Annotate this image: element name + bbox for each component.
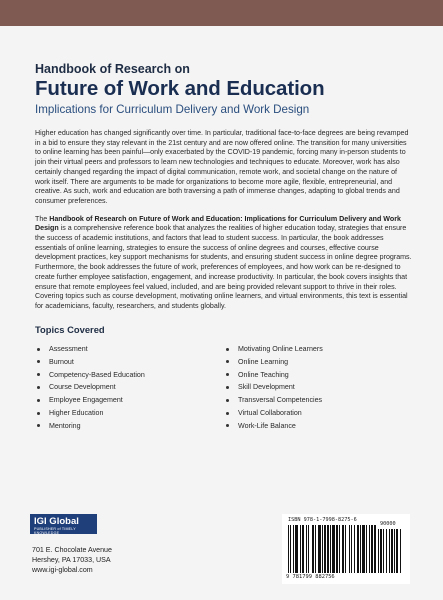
bullet-icon	[226, 348, 229, 351]
book-title: Future of Work and Education	[35, 77, 325, 100]
publisher-address	[32, 545, 112, 575]
bullet-icon	[226, 373, 229, 376]
topics-list	[35, 343, 413, 433]
topic-label: Skill Development	[238, 383, 295, 392]
bullet-icon	[226, 386, 229, 389]
list-item	[224, 355, 413, 368]
barcode-bar	[389, 529, 390, 573]
title-prefix: Handbook of Research on	[35, 62, 190, 76]
topic-label: Burnout	[49, 357, 74, 366]
barcode-bar	[383, 529, 384, 573]
publisher-website: www.igi-global.com	[32, 566, 93, 574]
barcode-bar	[327, 525, 329, 573]
barcode-bar	[366, 525, 367, 573]
barcode-bar	[306, 525, 307, 573]
topic-label: Motivating Online Learners	[238, 345, 323, 354]
cover-content	[35, 62, 413, 432]
barcode-bar	[351, 525, 352, 573]
barcode-bar	[336, 525, 338, 573]
barcode-bar	[322, 525, 323, 573]
topic-label: Course Development	[49, 383, 116, 392]
list-item	[35, 343, 224, 356]
barcode-bar	[318, 525, 321, 573]
barcode-bar	[315, 525, 316, 573]
topic-label: Online Learning	[238, 357, 289, 366]
barcode-bar	[394, 529, 395, 573]
list-item	[35, 394, 224, 407]
barcode-bar	[369, 525, 370, 573]
bullet-icon	[37, 348, 40, 351]
barcode-bar	[312, 525, 314, 573]
barcode-bar	[332, 525, 335, 573]
price-code: 90000	[380, 521, 396, 527]
topic-label: Transversal Competencies	[238, 396, 323, 405]
topic-label: Virtual Collaboration	[238, 409, 302, 418]
logo-tagline: PUBLISHER of TIMELY KNOWLEDGE	[34, 527, 76, 535]
barcode-bar	[391, 529, 393, 573]
barcode-bar	[362, 525, 365, 573]
list-item	[35, 407, 224, 420]
list-item	[224, 419, 413, 432]
barcode-bar	[374, 525, 376, 573]
barcode-bar	[295, 525, 298, 573]
list-item	[35, 381, 224, 394]
list-item	[224, 381, 413, 394]
list-item	[224, 394, 413, 407]
barcode-bar	[302, 525, 304, 573]
barcode-bar	[400, 529, 401, 573]
list-item	[224, 407, 413, 420]
list-item	[224, 343, 413, 356]
barcode-bar	[293, 525, 294, 573]
bullet-icon	[226, 360, 229, 363]
barcode-bar	[324, 525, 326, 573]
para2-lead: The	[35, 214, 50, 223]
isbn-barcode	[282, 514, 410, 584]
barcode-bar	[300, 525, 301, 573]
book-subtitle: Implications for Curriculum Delivery and Work Design	[35, 103, 310, 116]
topics-column-left	[35, 343, 224, 433]
barcode-bar	[345, 525, 346, 573]
address-line-1: 701 E. Chocolate Avenue	[32, 546, 112, 554]
topic-label: Employee Engagement	[49, 396, 123, 405]
barcode-bar	[378, 529, 379, 573]
barcode-bar	[342, 525, 344, 573]
barcode-bars	[288, 525, 376, 573]
topic-label: Online Teaching	[238, 370, 289, 379]
bullet-icon	[37, 424, 40, 427]
barcode-bar	[288, 525, 289, 573]
barcode-bar	[380, 529, 382, 573]
price-barcode-bars	[378, 529, 404, 573]
topic-label: Mentoring	[49, 421, 81, 430]
list-item	[35, 355, 224, 368]
logo-main-text: IGI Global	[34, 516, 79, 527]
cover-footer	[30, 514, 420, 594]
barcode-bar	[290, 525, 291, 573]
bullet-icon	[37, 386, 40, 389]
description-paragraph-2	[35, 215, 413, 312]
bullet-icon	[37, 412, 40, 415]
barcode-bar	[396, 529, 398, 573]
bullet-icon	[226, 399, 229, 402]
list-item	[35, 368, 224, 381]
barcode-bar	[386, 529, 387, 573]
address-line-2: Hershey, PA 17033, USA	[32, 556, 111, 564]
topic-label: Competency-Based Education	[49, 370, 145, 379]
barcode-digits: 9 781799 882756	[286, 574, 335, 580]
topic-label: Work-Life Balance	[238, 421, 296, 430]
barcode-bar	[308, 525, 309, 573]
list-item	[224, 368, 413, 381]
topics-heading: Topics Covered	[35, 323, 105, 335]
topics-column-right	[224, 343, 413, 433]
description-paragraph-1: Higher education has changed significantly over time. In particular, traditional face-to-face degrees are being revamped in a bid to ensure they stay relevant in the 21st century and are now offered online. The transition for many universities to online learning has been painful—only exacerbated by the COVID-19 pandemic, forcing many in-person students to join their virtual peers and professors to learn new technologies and techniques to educate. Moreover, work has also certainly changed regarding the impact of digital communication, remote work, and societal change on the nature of work itself. There are arguments to be made for organizations to become more agile, flexible, entrepreneurial, and creative. As such, work and education are both traversing a path of immense changes, adapting to global trends and consumer preferences.	[35, 129, 409, 205]
para2-rest: is a comprehensive reference book that analyzes the realities of higher education today, strategies that ensure the success of academic institutions, and factors that lead to student success. In particular, the book addresses essentials of online learning, strategies to ensure the success of online degrees and courses, effective course development practices, key support mechanisms for students, and ensuring student success in online degree programs. Furthermore, the book addresses the future of work, preferences of employees, and how work can be re-designed to create further employee satisfaction, engagement, and increase productivity. In particular, the book covers insights that ensure that remote employees feel valued, included, and are being provided relevant support to thrive in their roles. Covering topics such as course development, motivating online learners, and virtual environments, this text is essential for academicians, faculty, researchers, and students globally.	[35, 224, 412, 310]
bullet-icon	[226, 412, 229, 415]
para2-bold-title: Handbook of Research on Future of Work and Education: Implications for Curriculum Delivery and Work Design	[35, 214, 401, 233]
bullet-icon	[37, 399, 40, 402]
barcode-bar	[339, 525, 340, 573]
topic-label: Assessment	[49, 345, 88, 354]
isbn-label: ISBN 978-1-7998-8275-6	[288, 517, 357, 523]
barcode-bar	[371, 525, 373, 573]
bullet-icon	[37, 373, 40, 376]
barcode-bar	[349, 525, 350, 573]
bullet-icon	[37, 360, 40, 363]
list-item	[35, 419, 224, 432]
barcode-bar	[357, 525, 359, 573]
igi-global-logo	[30, 514, 97, 534]
barcode-bar	[354, 525, 355, 573]
barcode-bar	[330, 525, 331, 573]
bullet-icon	[226, 424, 229, 427]
barcode-bar	[360, 525, 361, 573]
top-color-band	[0, 0, 443, 26]
topic-label: Higher Education	[49, 409, 104, 418]
